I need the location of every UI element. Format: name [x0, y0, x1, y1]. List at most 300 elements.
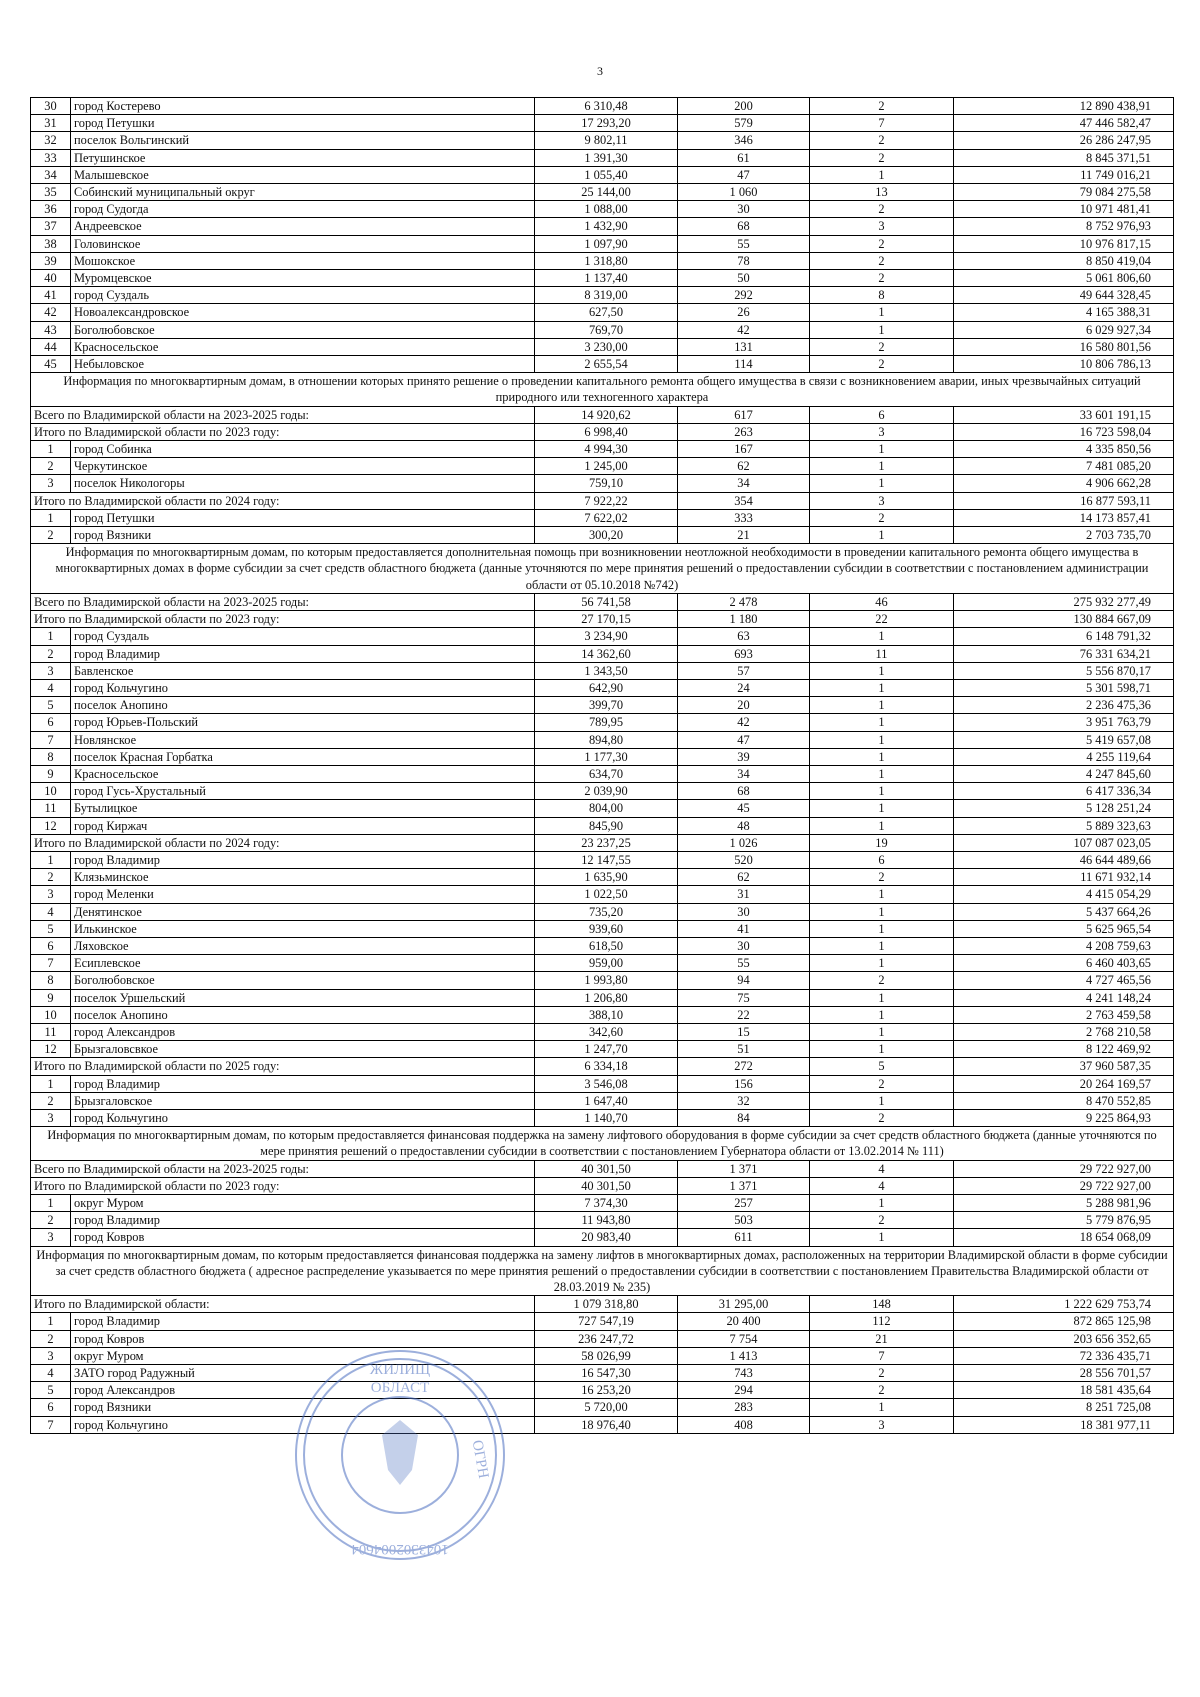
total-label-cell: Всего по Владимирской области на 2023-2025 годы: — [31, 406, 535, 423]
count-cell: 62 — [678, 458, 810, 475]
area-cell: 300,20 — [535, 527, 678, 544]
count-cell: 617 — [678, 406, 810, 423]
municipality-name-cell: Боголюбовское — [71, 321, 535, 338]
count-cell: 68 — [678, 783, 810, 800]
row-number-cell: 44 — [31, 338, 71, 355]
table-row — [31, 955, 1174, 972]
row-number-cell: 45 — [31, 356, 71, 373]
amount-cell: 79 084 275,58 — [954, 184, 1174, 201]
table-row — [31, 1212, 1174, 1229]
count-cell: 34 — [678, 765, 810, 782]
table-row — [31, 441, 1174, 458]
count-cell: 57 — [678, 662, 810, 679]
table-row — [31, 475, 1174, 492]
count-cell: 1 180 — [678, 611, 810, 628]
total-label-cell: Итого по Владимирской области по 2024 году: — [31, 492, 535, 509]
count-cell: 408 — [678, 1416, 810, 1433]
count-cell: 94 — [678, 972, 810, 989]
municipality-name-cell: Малышевское — [71, 166, 535, 183]
area-cell: 642,90 — [535, 679, 678, 696]
table-row — [31, 132, 1174, 149]
amount-cell: 107 087 023,05 — [954, 834, 1174, 851]
count-cell: 114 — [678, 356, 810, 373]
table-row — [31, 679, 1174, 696]
table-row — [31, 714, 1174, 731]
municipality-name-cell: Черкутинское — [71, 458, 535, 475]
municipality-name-cell: город Меленки — [71, 886, 535, 903]
houses-cell: 2 — [810, 98, 954, 115]
amount-cell: 8 850 419,04 — [954, 252, 1174, 269]
total-label-cell: Итого по Владимирской области по 2023 году: — [31, 423, 535, 440]
amount-cell: 5 301 598,71 — [954, 679, 1174, 696]
count-cell: 283 — [678, 1399, 810, 1416]
houses-cell: 148 — [810, 1296, 954, 1313]
amount-cell: 29 722 927,00 — [954, 1160, 1174, 1177]
section-header-row — [31, 1127, 1174, 1160]
count-cell: 131 — [678, 338, 810, 355]
amount-cell: 5 779 876,95 — [954, 1212, 1174, 1229]
amount-cell: 5 288 981,96 — [954, 1195, 1174, 1212]
count-cell: 31 — [678, 886, 810, 903]
table-row — [31, 1382, 1174, 1399]
houses-cell: 2 — [810, 972, 954, 989]
amount-cell: 4 241 148,24 — [954, 989, 1174, 1006]
municipality-name-cell: поселок Уршельский — [71, 989, 535, 1006]
area-cell: 11 943,80 — [535, 1212, 678, 1229]
table-row — [31, 356, 1174, 373]
municipality-name-cell: округ Муром — [71, 1195, 535, 1212]
houses-cell: 7 — [810, 115, 954, 132]
municipality-name-cell: ЗАТО город Радужный — [71, 1365, 535, 1382]
amount-cell: 4 255 119,64 — [954, 748, 1174, 765]
area-cell: 7 922,22 — [535, 492, 678, 509]
section-header-text: Информация по многоквартирным домам, по которым предоставляется дополнительная помощь при возникновении неотложной необходимости в проведении капитального ремонта общего имущества в многоквартирных домах в форме субсидии за счет средств областного бюджета (данные уточняются по мере принятия решений о предоставлении субсидии в соответствии с постановлением администрации области от 05.10.2018 №742) — [31, 544, 1174, 594]
area-cell: 16 547,30 — [535, 1365, 678, 1382]
row-number-cell: 1 — [31, 1075, 71, 1092]
municipality-name-cell: Мошокское — [71, 252, 535, 269]
table-row — [31, 817, 1174, 834]
municipality-name-cell: Небыловское — [71, 356, 535, 373]
count-cell: 34 — [678, 475, 810, 492]
area-cell: 388,10 — [535, 1006, 678, 1023]
row-number-cell: 4 — [31, 903, 71, 920]
houses-cell: 1 — [810, 1041, 954, 1058]
houses-cell: 2 — [810, 270, 954, 287]
count-cell: 333 — [678, 509, 810, 526]
area-cell: 16 253,20 — [535, 1382, 678, 1399]
area-cell: 6 998,40 — [535, 423, 678, 440]
count-cell: 167 — [678, 441, 810, 458]
count-cell: 55 — [678, 235, 810, 252]
amount-cell: 46 644 489,66 — [954, 851, 1174, 868]
houses-cell: 2 — [810, 201, 954, 218]
amount-cell: 4 165 388,31 — [954, 304, 1174, 321]
row-number-cell: 3 — [31, 1229, 71, 1246]
total-row — [31, 1296, 1174, 1313]
amount-cell: 8 251 725,08 — [954, 1399, 1174, 1416]
row-number-cell: 4 — [31, 679, 71, 696]
total-row — [31, 1177, 1174, 1194]
amount-cell: 2 768 210,58 — [954, 1023, 1174, 1040]
municipality-name-cell: город Суздаль — [71, 628, 535, 645]
row-number-cell: 1 — [31, 1195, 71, 1212]
count-cell: 611 — [678, 1229, 810, 1246]
row-number-cell: 41 — [31, 287, 71, 304]
row-number-cell: 3 — [31, 1109, 71, 1126]
amount-cell: 10 971 481,41 — [954, 201, 1174, 218]
municipality-name-cell: поселок Красная Горбатка — [71, 748, 535, 765]
area-cell: 20 983,40 — [535, 1229, 678, 1246]
amount-cell: 4 415 054,29 — [954, 886, 1174, 903]
amount-cell: 37 960 587,35 — [954, 1058, 1174, 1075]
area-cell: 1 055,40 — [535, 166, 678, 183]
register-table-body — [31, 98, 1174, 1434]
houses-cell: 6 — [810, 851, 954, 868]
municipality-name-cell: город Владимир — [71, 645, 535, 662]
row-number-cell: 3 — [31, 662, 71, 679]
area-cell: 56 741,58 — [535, 593, 678, 610]
count-cell: 78 — [678, 252, 810, 269]
count-cell: 7 754 — [678, 1330, 810, 1347]
area-cell: 1 245,00 — [535, 458, 678, 475]
amount-cell: 5 128 251,24 — [954, 800, 1174, 817]
houses-cell: 1 — [810, 817, 954, 834]
row-number-cell: 2 — [31, 1212, 71, 1229]
row-number-cell: 11 — [31, 1023, 71, 1040]
area-cell: 1 993,80 — [535, 972, 678, 989]
houses-cell: 1 — [810, 765, 954, 782]
area-cell: 14 920,62 — [535, 406, 678, 423]
table-row — [31, 851, 1174, 868]
row-number-cell: 7 — [31, 955, 71, 972]
row-number-cell: 9 — [31, 765, 71, 782]
amount-cell: 11 671 932,14 — [954, 869, 1174, 886]
count-cell: 30 — [678, 937, 810, 954]
area-cell: 1 247,70 — [535, 1041, 678, 1058]
houses-cell: 5 — [810, 1058, 954, 1075]
table-row — [31, 1330, 1174, 1347]
houses-cell: 11 — [810, 645, 954, 662]
row-number-cell: 10 — [31, 783, 71, 800]
amount-cell: 2 703 735,70 — [954, 527, 1174, 544]
municipality-name-cell: Брызгаловское — [71, 1092, 535, 1109]
table-row — [31, 1416, 1174, 1433]
amount-cell: 18 581 435,64 — [954, 1382, 1174, 1399]
municipality-name-cell: город Владимир — [71, 1075, 535, 1092]
table-row — [31, 527, 1174, 544]
municipality-name-cell: Денятинское — [71, 903, 535, 920]
municipality-name-cell: Красносельское — [71, 338, 535, 355]
area-cell: 1 343,50 — [535, 662, 678, 679]
amount-cell: 26 286 247,95 — [954, 132, 1174, 149]
municipality-name-cell: Новлянское — [71, 731, 535, 748]
municipality-name-cell: город Петушки — [71, 509, 535, 526]
table-row — [31, 270, 1174, 287]
municipality-name-cell: город Владимир — [71, 851, 535, 868]
houses-cell: 2 — [810, 235, 954, 252]
area-cell: 14 362,60 — [535, 645, 678, 662]
municipality-name-cell: Новоалександровское — [71, 304, 535, 321]
count-cell: 346 — [678, 132, 810, 149]
count-cell: 48 — [678, 817, 810, 834]
area-cell: 1 088,00 — [535, 201, 678, 218]
houses-cell: 1 — [810, 166, 954, 183]
row-number-cell: 33 — [31, 149, 71, 166]
houses-cell: 1 — [810, 731, 954, 748]
municipality-name-cell: поселок Никологоры — [71, 475, 535, 492]
page-number: 3 — [597, 64, 603, 78]
area-cell: 4 994,30 — [535, 441, 678, 458]
count-cell: 68 — [678, 218, 810, 235]
table-row — [31, 201, 1174, 218]
municipality-name-cell: Боголюбовское — [71, 972, 535, 989]
row-number-cell: 5 — [31, 1382, 71, 1399]
table-row — [31, 1229, 1174, 1246]
houses-cell: 2 — [810, 149, 954, 166]
municipality-name-cell: поселок Анопино — [71, 697, 535, 714]
table-row — [31, 1313, 1174, 1330]
amount-cell: 5 437 664,26 — [954, 903, 1174, 920]
count-cell: 1 371 — [678, 1177, 810, 1194]
houses-cell: 46 — [810, 593, 954, 610]
area-cell: 3 230,00 — [535, 338, 678, 355]
count-cell: 503 — [678, 1212, 810, 1229]
amount-cell: 8 752 976,93 — [954, 218, 1174, 235]
amount-cell: 14 173 857,41 — [954, 509, 1174, 526]
table-row — [31, 903, 1174, 920]
area-cell: 6 310,48 — [535, 98, 678, 115]
count-cell: 24 — [678, 679, 810, 696]
row-number-cell: 6 — [31, 714, 71, 731]
area-cell: 1 432,90 — [535, 218, 678, 235]
amount-cell: 5 419 657,08 — [954, 731, 1174, 748]
row-number-cell: 2 — [31, 1092, 71, 1109]
row-number-cell: 36 — [31, 201, 71, 218]
houses-cell: 1 — [810, 920, 954, 937]
total-row — [31, 611, 1174, 628]
municipality-name-cell: город Кольчугино — [71, 1416, 535, 1433]
amount-cell: 72 336 435,71 — [954, 1347, 1174, 1364]
area-cell: 40 301,50 — [535, 1177, 678, 1194]
amount-cell: 6 417 336,34 — [954, 783, 1174, 800]
houses-cell: 1 — [810, 441, 954, 458]
table-row — [31, 628, 1174, 645]
count-cell: 62 — [678, 869, 810, 886]
table-row — [31, 869, 1174, 886]
area-cell: 1 647,40 — [535, 1092, 678, 1109]
amount-cell: 5 625 965,54 — [954, 920, 1174, 937]
table-row — [31, 937, 1174, 954]
table-row — [31, 1023, 1174, 1040]
amount-cell: 203 656 352,65 — [954, 1330, 1174, 1347]
amount-cell: 10 806 786,13 — [954, 356, 1174, 373]
houses-cell: 2 — [810, 252, 954, 269]
houses-cell: 1 — [810, 748, 954, 765]
municipality-name-cell: Бутылицкое — [71, 800, 535, 817]
row-number-cell: 30 — [31, 98, 71, 115]
row-number-cell: 1 — [31, 628, 71, 645]
table-row — [31, 1075, 1174, 1092]
table-row — [31, 645, 1174, 662]
row-number-cell: 35 — [31, 184, 71, 201]
total-label-cell: Всего по Владимирской области на 2023-2025 годы: — [31, 593, 535, 610]
total-row — [31, 593, 1174, 610]
houses-cell: 1 — [810, 989, 954, 1006]
municipality-name-cell: Ляховское — [71, 937, 535, 954]
amount-cell: 20 264 169,57 — [954, 1075, 1174, 1092]
amount-cell: 9 225 864,93 — [954, 1109, 1174, 1126]
amount-cell: 4 208 759,63 — [954, 937, 1174, 954]
count-cell: 39 — [678, 748, 810, 765]
amount-cell: 5 889 323,63 — [954, 817, 1174, 834]
row-number-cell: 32 — [31, 132, 71, 149]
houses-cell: 2 — [810, 1365, 954, 1382]
total-label-cell: Итого по Владимирской области по 2023 году: — [31, 611, 535, 628]
municipality-name-cell: город Костерево — [71, 98, 535, 115]
total-label-cell: Итого по Владимирской области: — [31, 1296, 535, 1313]
row-number-cell: 42 — [31, 304, 71, 321]
table-row — [31, 989, 1174, 1006]
section-header-row — [31, 1246, 1174, 1296]
table-row — [31, 1041, 1174, 1058]
municipality-name-cell: город Ковров — [71, 1229, 535, 1246]
count-cell: 693 — [678, 645, 810, 662]
row-number-cell: 1 — [31, 509, 71, 526]
amount-cell: 5 061 806,60 — [954, 270, 1174, 287]
amount-cell: 2 763 459,58 — [954, 1006, 1174, 1023]
count-cell: 200 — [678, 98, 810, 115]
count-cell: 257 — [678, 1195, 810, 1212]
count-cell: 51 — [678, 1041, 810, 1058]
area-cell: 236 247,72 — [535, 1330, 678, 1347]
houses-cell: 1 — [810, 1229, 954, 1246]
count-cell: 75 — [678, 989, 810, 1006]
municipality-name-cell: Илькинское — [71, 920, 535, 937]
row-number-cell: 38 — [31, 235, 71, 252]
houses-cell: 1 — [810, 458, 954, 475]
count-cell: 21 — [678, 527, 810, 544]
table-row — [31, 800, 1174, 817]
area-cell: 1 206,80 — [535, 989, 678, 1006]
row-number-cell: 4 — [31, 1365, 71, 1382]
amount-cell: 49 644 328,45 — [954, 287, 1174, 304]
table-row — [31, 509, 1174, 526]
count-cell: 20 — [678, 697, 810, 714]
houses-cell: 2 — [810, 1212, 954, 1229]
houses-cell: 1 — [810, 800, 954, 817]
municipality-name-cell: город Ковров — [71, 1330, 535, 1347]
area-cell: 634,70 — [535, 765, 678, 782]
municipality-name-cell: Бавленское — [71, 662, 535, 679]
row-number-cell: 7 — [31, 1416, 71, 1433]
municipality-name-cell: Петушинское — [71, 149, 535, 166]
count-cell: 272 — [678, 1058, 810, 1075]
count-cell: 1 060 — [678, 184, 810, 201]
row-number-cell: 2 — [31, 645, 71, 662]
houses-cell: 1 — [810, 955, 954, 972]
municipality-name-cell: Есиплевское — [71, 955, 535, 972]
houses-cell: 3 — [810, 423, 954, 440]
area-cell: 618,50 — [535, 937, 678, 954]
row-number-cell: 39 — [31, 252, 71, 269]
count-cell: 1 371 — [678, 1160, 810, 1177]
table-row — [31, 321, 1174, 338]
houses-cell: 1 — [810, 697, 954, 714]
municipality-name-cell: Красносельское — [71, 765, 535, 782]
area-cell: 9 802,11 — [535, 132, 678, 149]
amount-cell: 16 877 593,11 — [954, 492, 1174, 509]
houses-cell: 1 — [810, 886, 954, 903]
area-cell: 959,00 — [535, 955, 678, 972]
count-cell: 30 — [678, 903, 810, 920]
row-number-cell: 3 — [31, 886, 71, 903]
count-cell: 63 — [678, 628, 810, 645]
table-row — [31, 886, 1174, 903]
amount-cell: 4 335 850,56 — [954, 441, 1174, 458]
amount-cell: 6 460 403,65 — [954, 955, 1174, 972]
stamp-text-region: ОБЛАСТ — [370, 1380, 430, 1396]
area-cell: 727 547,19 — [535, 1313, 678, 1330]
count-cell: 20 400 — [678, 1313, 810, 1330]
table-row — [31, 731, 1174, 748]
section-header-row — [31, 544, 1174, 594]
houses-cell: 1 — [810, 628, 954, 645]
area-cell: 1 177,30 — [535, 748, 678, 765]
count-cell: 294 — [678, 1382, 810, 1399]
count-cell: 30 — [678, 201, 810, 218]
table-row — [31, 1092, 1174, 1109]
count-cell: 47 — [678, 731, 810, 748]
houses-cell: 3 — [810, 492, 954, 509]
houses-cell: 1 — [810, 937, 954, 954]
amount-cell: 6 148 791,32 — [954, 628, 1174, 645]
row-number-cell: 1 — [31, 441, 71, 458]
total-row — [31, 492, 1174, 509]
houses-cell: 1 — [810, 783, 954, 800]
houses-cell: 3 — [810, 1416, 954, 1433]
houses-cell: 2 — [810, 1109, 954, 1126]
municipality-name-cell: город Вязники — [71, 527, 535, 544]
register-table — [30, 97, 1174, 1434]
total-row — [31, 1160, 1174, 1177]
count-cell: 22 — [678, 1006, 810, 1023]
amount-cell: 12 890 438,91 — [954, 98, 1174, 115]
houses-cell: 1 — [810, 527, 954, 544]
count-cell: 42 — [678, 321, 810, 338]
area-cell: 759,10 — [535, 475, 678, 492]
total-row — [31, 834, 1174, 851]
count-cell: 1 026 — [678, 834, 810, 851]
area-cell: 939,60 — [535, 920, 678, 937]
houses-cell: 22 — [810, 611, 954, 628]
count-cell: 156 — [678, 1075, 810, 1092]
official-stamp-seal — [290, 1340, 510, 1570]
section-header-text: Информация по многоквартирным домам, по которым предоставляется финансовая поддержка на замену лифтового оборудования в форме субсидии за счет средств областного бюджета (данные уточняются по мере принятия решений о предоставлении субсидии в соответствии с постановлением Губернатора области от 13.02.2014 № 111) — [31, 1127, 1174, 1160]
amount-cell: 4 247 845,60 — [954, 765, 1174, 782]
count-cell: 45 — [678, 800, 810, 817]
row-number-cell: 1 — [31, 851, 71, 868]
area-cell: 735,20 — [535, 903, 678, 920]
area-cell: 5 720,00 — [535, 1399, 678, 1416]
houses-cell: 1 — [810, 714, 954, 731]
stamp-text-number: 1043302004604 — [351, 1541, 449, 1557]
area-cell: 2 039,90 — [535, 783, 678, 800]
stamp-text-top: ЖИЛИЩ — [369, 1362, 431, 1378]
row-number-cell: 9 — [31, 989, 71, 1006]
table-row — [31, 920, 1174, 937]
amount-cell: 8 470 552,85 — [954, 1092, 1174, 1109]
table-row — [31, 115, 1174, 132]
